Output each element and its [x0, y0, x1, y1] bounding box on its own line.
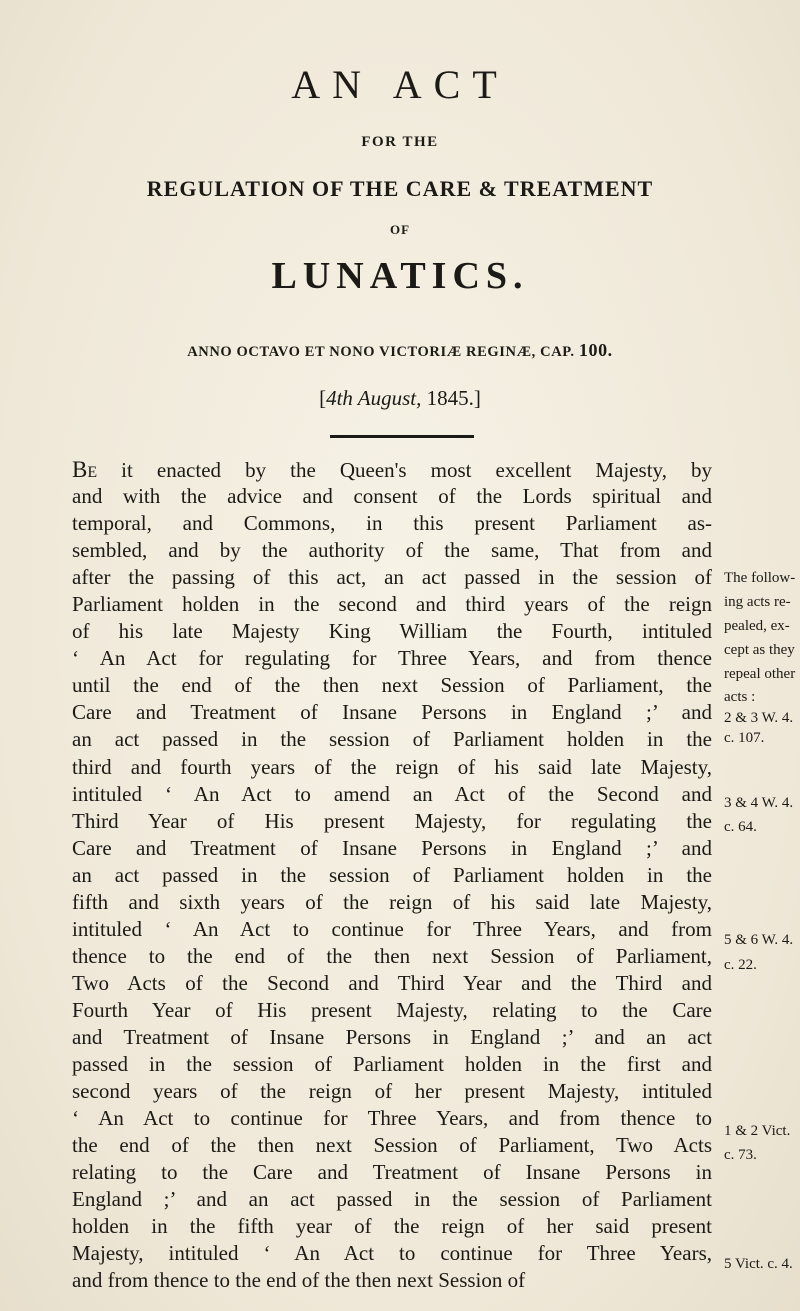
marginal-note: pealed, ex-: [724, 618, 790, 634]
body-line: Care and Treatment of Insane Persons in England ;’ and: [72, 700, 712, 725]
marginal-note: c. 107.: [724, 730, 765, 746]
act-date: [0, 386, 800, 411]
body-line: [72, 456, 712, 483]
marginal-note: c. 22.: [724, 957, 757, 973]
body-line: sembled, and by the authority of the same, That from and: [72, 538, 712, 563]
title-an-act: AN ACT: [291, 62, 509, 107]
body-line: holden in the fifth year of the reign of her said present: [72, 1214, 712, 1239]
body-line: after the passing of this act, an act passed in the session of: [72, 565, 712, 590]
marginal-note: c. 64.: [724, 819, 757, 835]
section-divider-rule: [330, 435, 474, 438]
title-regulation: REGULATION OF THE CARE & TREATMENT: [146, 176, 654, 201]
body-line: intituled ‘ An Act to amend an Act of the Second and: [72, 781, 712, 806]
title-of: OF: [389, 222, 411, 237]
marginal-note: c. 73.: [724, 1147, 757, 1163]
title-for-the: FOR THE: [361, 134, 439, 150]
act-citation: [0, 340, 800, 361]
body-line: thence to the end of the then next Session of Parliament,: [72, 943, 712, 968]
body-line: intituled ‘ An Act to continue for Three Years, and from: [72, 916, 712, 941]
body-line: Parliament holden in the second and third years of the reign: [72, 592, 712, 617]
body-line: passed in the session of Parliament holden in the first and: [72, 1052, 712, 1077]
dropcap-be: Be: [72, 457, 98, 482]
body-line: Two Acts of the Second and Third Year and the Third and: [72, 970, 712, 995]
marginal-note: 1 & 2 Vict.: [724, 1123, 791, 1139]
body-line: and from thence to the end of the then next Session of: [72, 1268, 526, 1293]
date-year: 1845.]: [421, 386, 481, 410]
marginal-note: 2 & 3 W. 4.: [724, 710, 794, 726]
body-line: an act passed in the session of Parliament holden in the: [72, 862, 712, 887]
body-line: and with the advice and consent of the Lords spiritual and: [72, 484, 712, 509]
marginal-note: 5 & 6 W. 4.: [724, 932, 794, 948]
marginal-note: ing acts re-: [724, 594, 791, 610]
body-line: the end of the then next Session of Parliament, Two Acts: [72, 1133, 712, 1158]
marginal-note: cept as they: [724, 642, 795, 658]
act-body-paragraph: [72, 456, 712, 1294]
title-lunatics: LUNATICS.: [271, 255, 529, 297]
body-line: until the end of the then next Session of Parliament, the: [72, 673, 712, 698]
marginal-note: 5 Vict. c. 4.: [724, 1256, 793, 1272]
body-line: Third Year of His present Majesty, for regulating the: [72, 808, 712, 833]
body-line: England ;’ and an act passed in the session of Parliament: [72, 1187, 712, 1212]
marginal-note: acts :: [724, 689, 756, 705]
body-line: second years of the reign of her present Majesty, intituled: [72, 1079, 712, 1104]
body-line: Majesty, intituled ‘ An Act to continue for Three Years,: [72, 1241, 712, 1266]
act-chapter-number: 100.: [578, 340, 613, 360]
marginal-note: repeal other: [724, 666, 796, 682]
date-bracket-open: [: [319, 386, 327, 410]
body-line: an act passed in the session of Parliament holden in the: [72, 727, 712, 752]
body-line: relating to the Care and Treatment of Insane Persons in: [72, 1160, 712, 1185]
body-line-text: it enacted by the Queen's most excellent Majesty, by: [97, 458, 712, 482]
body-line: Fourth Year of His present Majesty, relating to the Care: [72, 997, 712, 1022]
body-line: ‘ An Act to continue for Three Years, and from thence to: [72, 1106, 712, 1131]
act-citation-text: ANNO OCTAVO ET NONO VICTORIÆ REGINÆ, CAP.: [187, 344, 575, 360]
body-line: ‘ An Act for regulating for Three Years, and from thence: [72, 646, 712, 671]
marginal-note: The follow-: [724, 570, 796, 586]
marginal-note: 3 & 4 W. 4.: [724, 795, 794, 811]
body-line: of his late Majesty King William the Fourth, intituled: [72, 619, 712, 644]
body-line: third and fourth years of the reign of his said late Majesty,: [72, 754, 712, 779]
body-line: temporal, and Commons, in this present Parliament as-: [72, 511, 712, 536]
body-line: Care and Treatment of Insane Persons in England ;’ and: [72, 835, 712, 860]
body-line: and Treatment of Insane Persons in England ;’ and an act: [72, 1024, 712, 1049]
body-line: fifth and sixth years of the reign of his said late Majesty,: [72, 889, 712, 914]
date-day-month: 4th August,: [326, 386, 422, 410]
